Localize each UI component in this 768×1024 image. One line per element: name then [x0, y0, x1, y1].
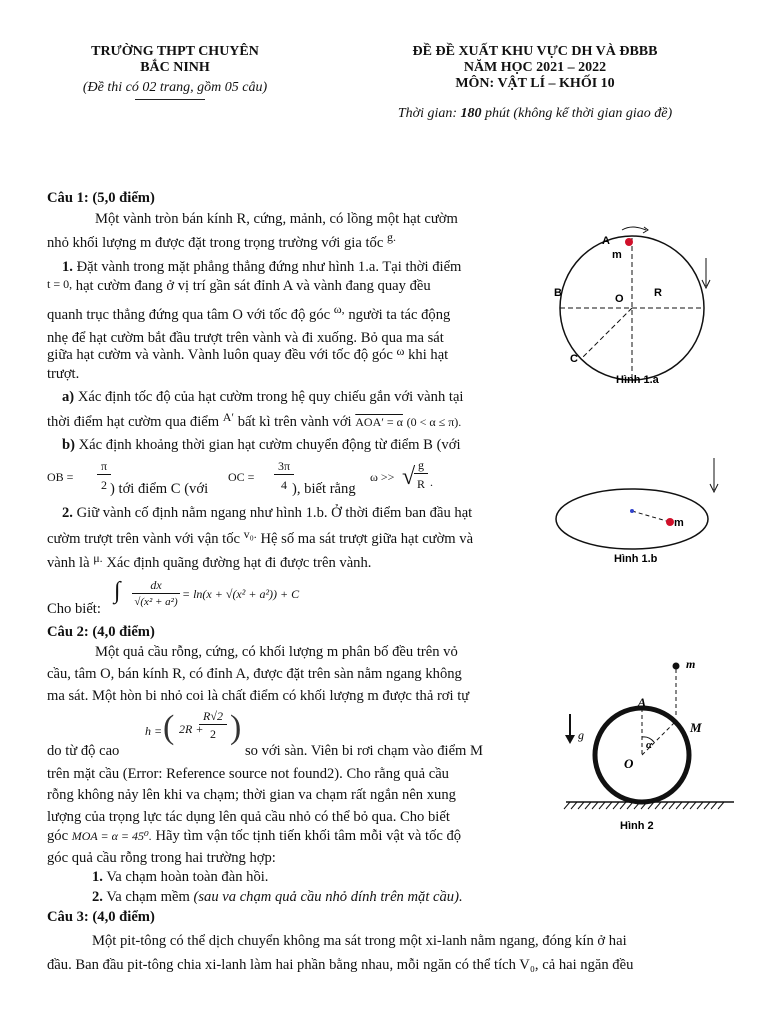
q2-line1: Một quả cầu rỗng, cứng, có khối lượng m phân bố đều trên vỏ — [95, 644, 458, 660]
figure-2 — [558, 652, 738, 837]
q1-a-text1: Xác định tốc độ của hạt cườm trong hệ quy chiếu gắn với vành tại — [77, 389, 464, 405]
q1-p2-text1: Giữ vành cố định nằm ngang như hình 1.b. Ở thời điểm ban đầu hạt — [76, 505, 473, 521]
figure-1b — [552, 452, 742, 572]
time-value: 180 — [460, 106, 482, 121]
label-r: R — [654, 287, 662, 299]
q1-intro-line1: Một vành tròn bán kính R, cứng, mảnh, có lồng một hạt cườm — [95, 211, 458, 227]
q1-b-cond: ω >> — [370, 470, 395, 484]
q1-p2-number: 2. — [62, 505, 73, 521]
exam-time — [330, 106, 740, 122]
q1-p2-text3b: Xác định quãng đường hạt đi được trên vành. — [106, 555, 372, 571]
q1-b-dot: . — [430, 475, 433, 489]
h-expr: 2R + — [179, 722, 204, 736]
q1-p1-line3 — [47, 302, 451, 324]
q1-p2-text3a: vành là — [47, 555, 90, 571]
q1-p1-line5 — [47, 344, 449, 364]
label-m-1b: m — [674, 517, 684, 529]
q2-case2 — [92, 889, 463, 906]
q1-given: Cho biết: — [47, 601, 101, 617]
integral-rhs: = ln(x + √(x² + a²)) + C — [182, 587, 300, 601]
paren-left: ( — [163, 709, 175, 746]
q3-line2: đầu. Ban đầu pit-tông chia xi-lanh làm hai phần bằng nhau, mỗi ngăn có thể tích V₀, cả hai ngăn đều — [47, 957, 634, 973]
omega-symbol-2: ω — [396, 344, 405, 358]
q2-line6: rỗng không nảy lên khi va chạm; thời gian va chạm rất ngắn nên xung — [47, 787, 456, 803]
header-divider — [135, 99, 205, 100]
a-prime-symbol: A′ — [222, 410, 235, 424]
q2-case2-text: Va chạm mềm — [106, 889, 190, 905]
label-m: m — [612, 249, 622, 261]
q2-line9: góc quả cầu rỗng trong hai trường hợp: — [47, 850, 276, 866]
exam-title — [330, 44, 740, 92]
rotation-arrow — [622, 227, 646, 230]
q2-line8 — [47, 828, 461, 845]
v0-symbol: v₀. — [243, 527, 257, 541]
q1-intro-text: nhỏ khối lượng m được đặt trong trọng trường với gia tốc — [47, 235, 384, 251]
q1-b-r: R — [416, 477, 425, 491]
q1-p1-number: 1. — [62, 259, 73, 275]
label-m-2: m — [686, 657, 696, 671]
q1-b-after: ), biết rằng — [292, 481, 356, 497]
center-dot — [630, 509, 634, 513]
q1-p2-line3 — [47, 551, 372, 572]
fig2-caption: Hình 2 — [620, 820, 654, 832]
label-alpha: α — [646, 739, 653, 751]
time-prefix: Thời gian: — [397, 106, 461, 121]
q2-line4b: so với sàn. Viên bi rơi chạm vào điểm M — [245, 743, 484, 759]
q1-p1-line6: trượt. — [47, 366, 80, 382]
mu-symbol: μ. — [93, 551, 103, 565]
label-c: C — [570, 353, 578, 365]
label-g-2: g — [578, 728, 584, 742]
q2-line4a: do từ độ cao — [47, 743, 120, 759]
q1-p2-line1 — [62, 505, 472, 522]
q1-b-two: 2 — [101, 478, 107, 492]
t0-symbol: t = 0, — [47, 277, 73, 291]
title-line2: NĂM HỌC 2021 – 2022 — [463, 60, 607, 75]
q1-b-g: g — [414, 458, 428, 474]
school-line1: TRƯỜNG THPT CHUYÊN — [91, 44, 259, 59]
omega-symbol: ω, — [333, 302, 345, 316]
q1-a-line1 — [62, 389, 463, 406]
q1-p2-text2a: cườm trượt trên vành với vận tốc — [47, 531, 240, 547]
q1-a-text2a: thời điểm hạt cườm qua điểm — [47, 414, 220, 430]
integral-denominator: √(x² + a²) — [134, 596, 178, 608]
q1-a-text2b: bất kì trên vành với — [237, 414, 352, 430]
radius-oc — [581, 308, 632, 359]
school-line2: BẮC NINH — [140, 60, 210, 75]
horizontal-ring — [556, 489, 708, 549]
time-suffix: phút (không kể thời gian giao đề) — [481, 106, 673, 121]
school-name — [40, 44, 310, 76]
q2-case1-text: Va chạm hoàn toàn đàn hồi. — [106, 869, 269, 885]
q1-b-pi: π — [97, 459, 111, 475]
bead-a — [625, 238, 633, 246]
fig1a-caption: Hình 1.a — [616, 374, 659, 386]
q1-heading: Câu 1: (5,0 điểm) — [47, 190, 155, 206]
q1-p1-line2 — [47, 278, 431, 295]
q1-p1-text1: Đặt vành trong mặt phẳng thẳng đứng như hình 1.a. Tại thời điểm — [76, 259, 462, 275]
q1-b-3pi: 3π — [274, 459, 294, 475]
paren-right: ) — [230, 709, 242, 746]
radius-line — [632, 511, 670, 522]
integral-numerator: dx — [132, 578, 180, 594]
gravity-arrowhead-2 — [565, 735, 575, 744]
q3-heading: Câu 3: (4,0 điểm) — [47, 909, 155, 925]
q1-p1-line1 — [62, 259, 461, 276]
h-equals: h = — [145, 724, 163, 738]
q1-a-label: a) — [62, 389, 75, 405]
q1-b-ob: OB = — [47, 470, 74, 484]
q2-line7: lượng của trọng lực tác dụng lên quả cầu nhỏ có thể bỏ qua. Cho biết — [47, 809, 450, 825]
q2-case2-number: 2. — [92, 889, 103, 905]
angle-aoa: AOA′ = α — [355, 415, 403, 429]
angle-moa: MOA = α = 45⁰. — [71, 829, 152, 843]
q1-b-oc: OC = — [228, 470, 255, 484]
integral-sign: ∫ — [114, 578, 121, 604]
figure-1a — [548, 222, 738, 394]
q2-line5: trên mặt cầu (Error: Reference source not found2). Cho rằng quả cầu — [47, 766, 449, 782]
q1-p1-line4: nhẹ để hạt cườm bắt đầu trượt trên vành và đi xuống. Bỏ qua ma sát — [47, 330, 444, 346]
label-m-point: M — [690, 720, 702, 735]
g-symbol: g. — [386, 230, 396, 244]
label-o-2: O — [624, 756, 634, 771]
q1-p1-text5b: khi hạt — [408, 347, 449, 363]
q1-intro-line2 — [47, 230, 396, 252]
label-a: A — [602, 235, 610, 247]
label-b: B — [554, 287, 562, 299]
q3-line1: Một pit-tông có thể dịch chuyển không ma sát trong một xi-lanh nằm ngang, đóng kín ở hai — [92, 933, 627, 949]
q1-p1-text5a: giữa hạt cườm và vành. Vành luôn quay đều với tốc độ góc — [47, 347, 393, 363]
q1-p1-text3b: người ta tác động — [348, 307, 451, 323]
q1-p2-text2b: Hệ số ma sát trượt giữa hạt cườm và — [260, 531, 474, 547]
q1-p1-text2: hạt cườm đang ở vị trí gần sát đỉnh A và vành đang quay đều — [75, 278, 431, 294]
q1-p1-text3a: quanh trục thẳng đứng qua tâm O với tốc độ góc — [47, 307, 331, 323]
q2-heading: Câu 2: (4,0 điểm) — [47, 624, 155, 640]
q1-p2-line2 — [47, 527, 474, 548]
q2-case1-number: 1. — [92, 869, 103, 885]
q2-line3: ma sát. Một hòn bi nhỏ coi là chất điểm có khối lượng m được thả rơi tự — [47, 688, 470, 704]
label-a-2: A — [638, 695, 647, 709]
ball-m — [673, 663, 680, 670]
q2-line8b: Hãy tìm vận tốc tịnh tiến khối tâm mỗi vật và tốc độ — [155, 828, 462, 844]
fig1b-caption: Hình 1.b — [614, 553, 658, 565]
q2-line2: cầu, tâm O, bán kính R, có đỉnh A, được đặt trên sàn nằm ngang không — [47, 666, 462, 682]
pages-note: (Đề thi có 02 trang, gồm 05 câu) — [82, 80, 268, 95]
title-line1: ĐỀ ĐỀ XUẤT KHU VỰC DH VÀ ĐBBB — [412, 44, 658, 59]
h-denominator: 2 — [210, 727, 216, 741]
bead-m — [666, 518, 674, 526]
q1-b-line1 — [62, 437, 461, 454]
q1-b-label: b) — [62, 437, 75, 453]
q1-b-mid: ) tới điểm C (với — [110, 481, 209, 497]
h-numerator: R√2 — [199, 709, 227, 725]
q1-a-line2 — [47, 410, 462, 431]
q2-line8a: góc — [47, 828, 69, 844]
alpha-range: (0 < α ≤ π). — [406, 415, 462, 429]
title-line3: MÔN: VẬT LÍ – KHỐI 10 — [455, 76, 615, 91]
q1-b-text1: Xác định khoảng thời gian hạt cườm chuyển động từ điểm B (với — [78, 437, 461, 453]
sqrt-sign: √ — [402, 464, 416, 490]
q2-case2-note: (sau va chạm quả cầu nhỏ dính trên mặt cầu). — [193, 889, 463, 905]
label-o: O — [615, 293, 624, 305]
q2-case1 — [92, 869, 268, 886]
q1-b-four: 4 — [281, 478, 287, 492]
